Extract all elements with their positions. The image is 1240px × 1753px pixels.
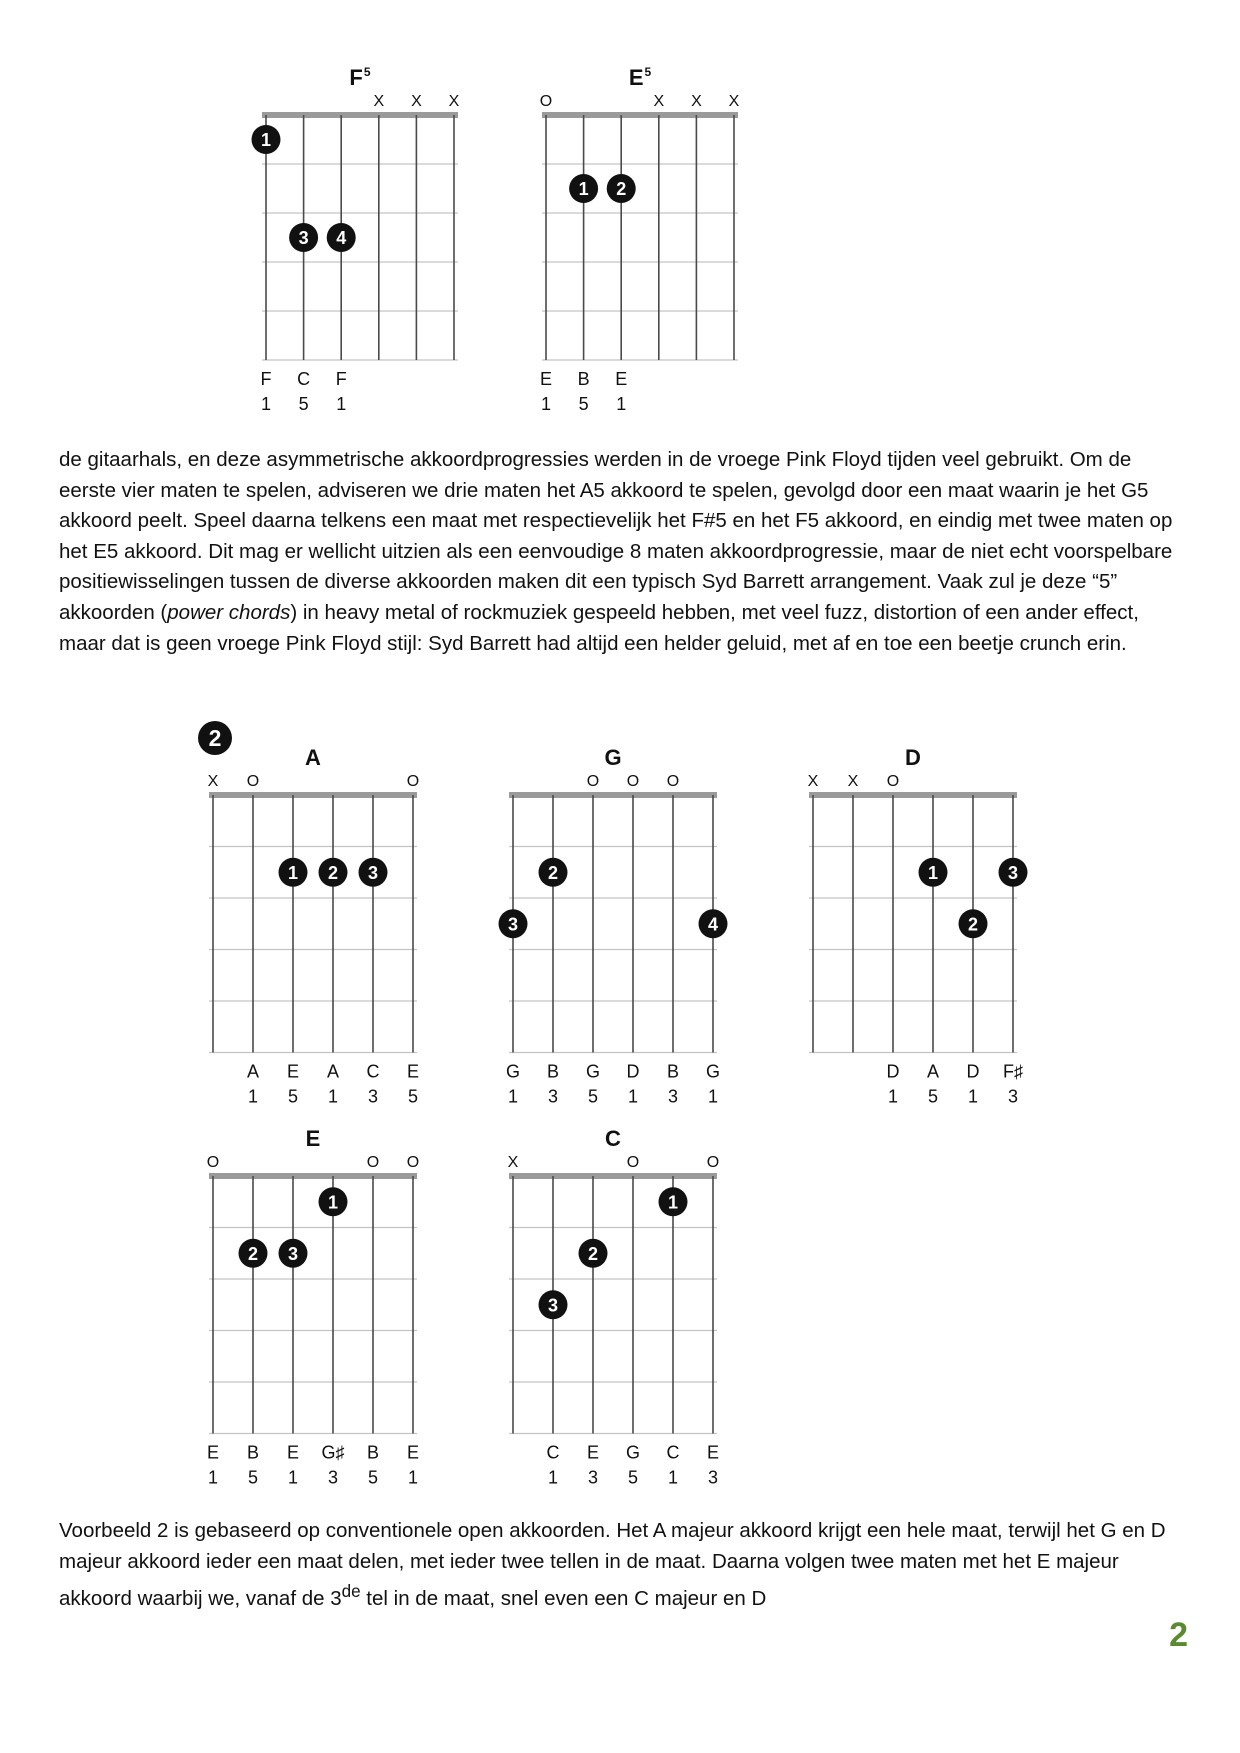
chord-d-interval: 3 <box>1007 1086 1019 1107</box>
chord-a-note-name: E <box>406 1061 420 1082</box>
paragraph-1-end: ) in heavy metal of rockmuziek gespeeld hebben, met veel fuzz, distortion of een ander effect, maar dat is geen vroege Pink Floyd stijl: Syd Barrett had altijd een helder geluid, met af en toe een beetje crunch erin. <box>59 600 1139 655</box>
chord-d-note-name: D <box>886 1061 900 1082</box>
chord-e5-note-name: E <box>615 369 628 389</box>
chord-e-interval: 1 <box>407 1467 419 1488</box>
paragraph-2-superscript: de <box>341 1582 361 1602</box>
paragraph-2-end: tel in de maat, snel even een C majeur en D <box>360 1587 767 1611</box>
chord-c-name: C <box>605 1126 621 1151</box>
chord-e5-finger-label: 1 <box>578 179 589 199</box>
chord-g-note-name: G <box>505 1061 521 1082</box>
chord-e-interval: 5 <box>247 1467 259 1488</box>
chord-e-note-name: E <box>286 1442 300 1463</box>
chord-f5-muted-marker: X <box>373 93 385 110</box>
chord-f5-finger-label: 3 <box>298 228 309 248</box>
chord-d-name: D <box>905 745 921 770</box>
chord-a-note-name: E <box>286 1061 300 1082</box>
chord-g-finger-label: 2 <box>547 862 559 883</box>
chord-e-open-marker: O <box>366 1154 380 1171</box>
chord-d-muted-marker: X <box>847 773 859 790</box>
chord-c-interval: 1 <box>547 1467 559 1488</box>
chord-e-open-marker: O <box>406 1154 420 1171</box>
chord-g-open-marker: O <box>586 773 600 790</box>
chord-g-open-marker: O <box>666 773 680 790</box>
chord-e5-name: $E^5$ <box>628 65 652 90</box>
paragraph-2-text: Voorbeeld 2 is gebaseerd op conventionele open akkoorden. Het A majeur akkoord krijgt een hele maat, terwijl het G en D majeur akkoord ieder een maat delen, met ieder twee tellen in de maat. Daarna volgen twee maten met het E majeur akkoord waarbij we, vanaf de 3 <box>59 1519 1166 1611</box>
chord-d-finger-label: 3 <box>1007 862 1019 883</box>
chord-c-finger-label: 3 <box>547 1295 559 1316</box>
chord-f5-nut <box>262 112 458 118</box>
chord-e5-note-name: E <box>539 369 553 389</box>
chord-e-note-name: B <box>366 1442 380 1463</box>
chord-g-note-name: D <box>626 1061 640 1082</box>
chord-c-open-marker: O <box>706 1154 720 1171</box>
chord-e-note-name: B <box>246 1442 260 1463</box>
chord-e-note-name: E <box>406 1442 420 1463</box>
chord-e5-muted-marker: X <box>653 93 665 110</box>
chord-d-muted-marker: X <box>807 773 819 790</box>
chord-e5-name-superscript: 5 <box>644 65 652 79</box>
example-badge-number: 2 <box>208 725 222 751</box>
chord-f5-muted-marker: X <box>448 93 460 110</box>
chord-f5-note-name: C <box>297 369 311 389</box>
chord-a-open-marker: O <box>406 773 420 790</box>
chord-e5-note-name: B <box>577 369 590 389</box>
chord-d-interval: 1 <box>967 1086 979 1107</box>
chord-g-nut <box>509 792 717 798</box>
chord-e-note-name: G♯ <box>321 1442 345 1463</box>
chord-e-nut <box>209 1173 417 1179</box>
chord-g-interval: 1 <box>707 1086 719 1107</box>
chord-d-note-name: D <box>966 1061 980 1082</box>
chord-g-open-marker: O <box>626 773 640 790</box>
chord-a-finger-label: 3 <box>367 862 379 883</box>
chord-d-interval: 1 <box>887 1086 899 1107</box>
chord-a-nut <box>209 792 417 798</box>
chord-a-interval: 5 <box>407 1086 419 1107</box>
chord-e-note-name: E <box>206 1442 220 1463</box>
chord-c-open-marker: O <box>626 1154 640 1171</box>
paragraph-1-text: de gitaarhals, en deze asymmetrische akkoordprogressies werden in de vroege Pink Floyd tijden veel gebruikt. Om de eerste vier maten te spelen, adviseren we drie maten het A5 akkoord te spelen, gevolgd door een maat waarin je het G5 akkoord peelt. Speel daarna telkens een maat met respectievelijk het F#5 en het F5 akkoord, en eindig met twee maten op het E5 akkoord. Dit mag er wellicht uitzien als een eenvoudige 8 maten akkoordprogressie, maar de niet echt voorspelbare positiewisselingen tussen de diverse akkoorden maken dit een typisch Syd Barrett arrangement. Vaak zul je deze “5” akkoorden ( <box>59 448 1173 624</box>
chord-e-interval: 1 <box>207 1467 219 1488</box>
chord-c-note-name: G <box>625 1442 641 1463</box>
chord-g-note-name: G <box>705 1061 721 1082</box>
chord-e5-interval: 1 <box>540 394 552 414</box>
chord-e5-open-marker: O <box>539 93 553 110</box>
chord-c-interval: 1 <box>667 1467 679 1488</box>
chord-f5-interval: 1 <box>260 394 272 414</box>
chord-e-interval: 1 <box>287 1467 299 1488</box>
chord-a-note-name: A <box>246 1061 260 1082</box>
chord-f5-finger-label: 4 <box>336 228 347 248</box>
chord-g-interval: 3 <box>667 1086 679 1107</box>
chord-c-finger-label: 1 <box>667 1192 679 1213</box>
chord-d-note-name: A <box>926 1061 940 1082</box>
chord-e-open-marker: O <box>206 1154 220 1171</box>
chord-g-interval: 1 <box>507 1086 519 1107</box>
chord-a-muted-marker: X <box>207 773 219 790</box>
chord-c-note-name: E <box>706 1442 720 1463</box>
chord-c-note-name: C <box>666 1442 680 1463</box>
chord-a-interval: 1 <box>327 1086 339 1107</box>
chord-f5-name: $F^5$ <box>349 65 371 90</box>
chord-e-interval: 3 <box>327 1467 339 1488</box>
chord-g-name: G <box>604 745 622 770</box>
page-number: 2 <box>1169 1616 1188 1654</box>
chord-c-muted-marker: X <box>507 1154 519 1171</box>
chord-d-open-marker: O <box>886 773 900 790</box>
chord-e-interval: 5 <box>367 1467 379 1488</box>
chord-e5-interval: 5 <box>578 394 589 414</box>
chord-f5-name-superscript: 5 <box>363 65 371 79</box>
paragraph-example-2 <box>59 1516 1184 1615</box>
chord-e-finger-label: 2 <box>247 1243 259 1264</box>
chord-f5-interval: 5 <box>298 394 309 414</box>
chord-e-name: E <box>305 1126 321 1151</box>
chord-f5-note-name: F <box>335 369 347 389</box>
chord-f5-note-name: F <box>260 369 272 389</box>
chord-d-note-name: F♯ <box>1003 1061 1023 1082</box>
chord-c-nut <box>509 1173 717 1179</box>
chord-g-interval: 5 <box>587 1086 599 1107</box>
chord-c-interval: 3 <box>587 1467 599 1488</box>
chord-c-finger-label: 2 <box>587 1243 599 1264</box>
chord-a-open-marker: O <box>246 773 260 790</box>
chord-c-note-name: C <box>546 1442 560 1463</box>
chord-g-finger-label: 3 <box>507 914 519 935</box>
chord-e-finger-label: 3 <box>287 1243 299 1264</box>
chord-d-nut <box>809 792 1017 798</box>
chord-a-finger-label: 1 <box>287 862 299 883</box>
chord-a-finger-label: 2 <box>327 862 339 883</box>
chord-g-interval: 1 <box>627 1086 639 1107</box>
chord-a-note-name: A <box>326 1061 340 1082</box>
chord-f5-muted-marker: X <box>411 93 422 110</box>
chord-g-note-name: G <box>585 1061 601 1082</box>
chord-a-interval: 5 <box>287 1086 299 1107</box>
chord-g-finger-label: 4 <box>707 914 719 935</box>
chord-c-interval: 3 <box>707 1467 719 1488</box>
chord-a-name: A <box>305 745 321 770</box>
chord-e5-interval: 1 <box>616 394 627 414</box>
chord-c-interval: 5 <box>627 1467 639 1488</box>
chord-e-finger-label: 1 <box>327 1192 339 1213</box>
chord-e5-muted-marker: X <box>691 93 702 110</box>
chord-e5-finger-label: 2 <box>616 179 627 199</box>
chord-d-finger-label: 1 <box>927 862 939 883</box>
chord-d-finger-label: 2 <box>967 914 979 935</box>
paragraph-power-chords <box>59 445 1184 659</box>
paragraph-1-italic: power chords <box>167 600 291 624</box>
chord-g-note-name: B <box>546 1061 560 1082</box>
chord-e5-muted-marker: X <box>728 93 740 110</box>
chord-d-interval: 5 <box>927 1086 939 1107</box>
chord-g-note-name: B <box>666 1061 680 1082</box>
chord-a-interval: 1 <box>247 1086 259 1107</box>
chord-c-note-name: E <box>586 1442 600 1463</box>
chord-a-note-name: C <box>366 1061 380 1082</box>
chord-a-interval: 3 <box>367 1086 379 1107</box>
chord-f5-interval: 1 <box>336 394 347 414</box>
chord-e5-nut <box>542 112 738 118</box>
chord-f5-finger-label: 1 <box>260 130 272 150</box>
chord-g-interval: 3 <box>547 1086 559 1107</box>
